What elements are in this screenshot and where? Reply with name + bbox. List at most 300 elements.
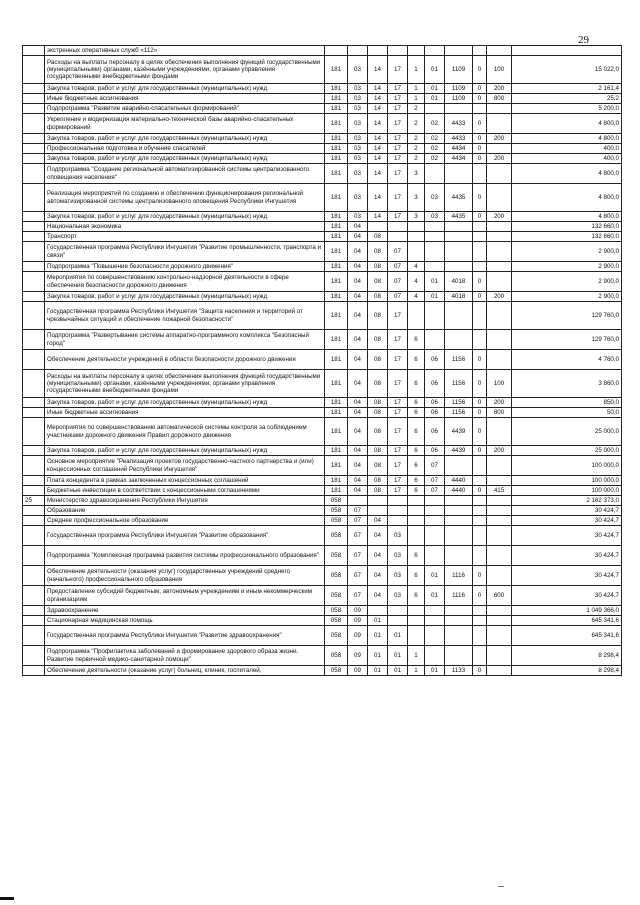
amount-cell: 645 341,6: [512, 616, 622, 626]
reserve-code-cell: 0: [473, 586, 487, 606]
section-code-cell: 07: [348, 526, 368, 546]
event-code-cell: [425, 646, 445, 666]
section-code-cell: 03: [348, 144, 368, 154]
ministry-code-cell: 181: [325, 292, 348, 302]
program-code-cell: [388, 222, 408, 232]
row-name-cell: Подпрограмма "Создание региональной автоматизированной системы централизованного оповещения населения": [45, 164, 325, 184]
row-name-cell: Реализация мероприятий по созданию и обеспечению функционирования региональной автоматизированной системы централизованного оповещения Республики Ингушетия: [45, 184, 325, 212]
subprogram-code-cell: 1: [408, 666, 425, 676]
ministry-code-cell: 058: [325, 496, 348, 506]
section-code-cell: 04: [348, 456, 368, 476]
section-code-cell: 07: [348, 566, 368, 586]
expense-type-code-cell: [487, 104, 512, 114]
row-index-cell: [23, 272, 45, 292]
subsection-code-cell: [368, 46, 388, 56]
direction-code-cell: 4434: [445, 154, 473, 164]
row-name-cell: Плата концедента в рамках заключенных концессионных соглашений: [45, 476, 325, 486]
expense-type-code-cell: [487, 456, 512, 476]
direction-code-cell: [445, 46, 473, 56]
event-code-cell: 02: [425, 134, 445, 144]
row-name-cell: Бюджетные инвестиции в соответствии с концессионными соглашениями: [45, 486, 325, 496]
section-code-cell: 04: [348, 486, 368, 496]
expense-type-code-cell: [487, 606, 512, 616]
program-code-cell: [388, 46, 408, 56]
row-index-cell: [23, 566, 45, 586]
ministry-code-cell: 181: [325, 144, 348, 154]
reserve-code-cell: 0: [473, 94, 487, 104]
subprogram-code-cell: 3: [408, 212, 425, 222]
subsection-code-cell: 08: [368, 350, 388, 370]
subsection-code-cell: 04: [368, 546, 388, 566]
table-row: [23, 222, 622, 232]
subprogram-code-cell: 6: [408, 486, 425, 496]
program-code-cell: 17: [388, 104, 408, 114]
row-index-cell: [23, 134, 45, 144]
ministry-code-cell: 181: [325, 456, 348, 476]
section-code-cell: 04: [348, 242, 368, 262]
row-index-cell: [23, 46, 45, 56]
program-code-cell: 17: [388, 164, 408, 184]
section-code-cell: 03: [348, 212, 368, 222]
subsection-code-cell: [368, 606, 388, 616]
ministry-code-cell: 181: [325, 154, 348, 164]
subprogram-code-cell: 6: [408, 546, 425, 566]
reserve-code-cell: 0: [473, 446, 487, 456]
direction-code-cell: [445, 546, 473, 566]
section-code-cell: 04: [348, 330, 368, 350]
row-index-cell: [23, 606, 45, 616]
expense-type-code-cell: [487, 506, 512, 516]
ministry-code-cell: 181: [325, 370, 348, 398]
reserve-code-cell: 0: [473, 370, 487, 398]
row-name-cell: Закупка товаров, работ и услуг для государственных (муниципальных) нужд: [45, 446, 325, 456]
subsection-code-cell: 08: [368, 330, 388, 350]
row-index-cell: [23, 408, 45, 418]
direction-code-cell: 4435: [445, 212, 473, 222]
reserve-code-cell: 0: [473, 486, 487, 496]
table-row: [23, 646, 622, 666]
reserve-code-cell: [473, 496, 487, 506]
row-name-cell: Расходы на выплаты персоналу в целях обеспечения выполнения функций государственными (муниципальными) органами, казёнными учреждениями, органами управления государственными внебюджетными фондами: [45, 370, 325, 398]
row-name-cell: Среднее профессиональное образование: [45, 516, 325, 526]
event-code-cell: 01: [425, 586, 445, 606]
row-index-cell: [23, 486, 45, 496]
row-name-cell: Обеспечение деятельности (оказания услуг) государственных учреждений среднего (начального) профессионального образования: [45, 566, 325, 586]
program-code-cell: 17: [388, 408, 408, 418]
table-row: [23, 616, 622, 626]
row-name-cell: Государственная программа Республики Ингушетия "Развитие образования": [45, 526, 325, 546]
amount-cell: 645 341,6: [512, 626, 622, 646]
ministry-code-cell: [325, 46, 348, 56]
expense-type-code-cell: [487, 418, 512, 446]
expense-type-code-cell: [487, 546, 512, 566]
reserve-code-cell: [473, 606, 487, 616]
reserve-code-cell: 0: [473, 154, 487, 164]
amount-cell: 30 424,7: [512, 526, 622, 546]
event-code-cell: 01: [425, 272, 445, 292]
expense-type-code-cell: 100: [487, 56, 512, 84]
expense-type-code-cell: 415: [487, 486, 512, 496]
reserve-code-cell: [473, 616, 487, 626]
section-code-cell: 07: [348, 506, 368, 516]
row-name-cell: Подпрограмма "Повышение безопасности дорожного движения": [45, 262, 325, 272]
program-code-cell: 17: [388, 184, 408, 212]
reserve-code-cell: [473, 232, 487, 242]
section-code-cell: 03: [348, 134, 368, 144]
row-name-cell: Мероприятия по совершенствованию контрольно-надзорной деятельности в сфере обеспечения безопасности дорожного движения: [45, 272, 325, 292]
program-code-cell: 17: [388, 114, 408, 134]
table-row: [23, 56, 622, 84]
subsection-code-cell: 08: [368, 262, 388, 272]
direction-code-cell: [445, 516, 473, 526]
table-row: [23, 418, 622, 446]
scan-mark-small: [498, 886, 504, 887]
reserve-code-cell: 0: [473, 398, 487, 408]
program-code-cell: 17: [388, 94, 408, 104]
expense-type-code-cell: [487, 330, 512, 350]
program-code-cell: 17: [388, 486, 408, 496]
subprogram-code-cell: 2: [408, 144, 425, 154]
program-code-cell: 17: [388, 330, 408, 350]
ministry-code-cell: 058: [325, 506, 348, 516]
row-name-cell: Подпрограмма "Развитие аварийно-спасательных формирований": [45, 104, 325, 114]
section-code-cell: 03: [348, 154, 368, 164]
row-name-cell: Закупка товаров, работ и услуг для государственных (муниципальных) нужд: [45, 398, 325, 408]
amount-cell: 2 900,0: [512, 292, 622, 302]
ministry-code-cell: 058: [325, 606, 348, 616]
ministry-code-cell: 181: [325, 408, 348, 418]
program-code-cell: [388, 516, 408, 526]
direction-code-cell: 4440: [445, 476, 473, 486]
row-name-cell: Подпрограмма "Развертывание системы аппаратно-программного комплекса "Безопасный город": [45, 330, 325, 350]
ministry-code-cell: 058: [325, 546, 348, 566]
direction-code-cell: [445, 222, 473, 232]
ministry-code-cell: 181: [325, 486, 348, 496]
amount-cell: 4 800,0: [512, 114, 622, 134]
subsection-code-cell: 01: [368, 616, 388, 626]
direction-code-cell: 4433: [445, 114, 473, 134]
table-row: [23, 134, 622, 144]
expense-type-code-cell: 200: [487, 292, 512, 302]
subprogram-code-cell: 6: [408, 398, 425, 408]
amount-cell: 2 900,0: [512, 262, 622, 272]
row-index-cell: [23, 212, 45, 222]
section-code-cell: 04: [348, 232, 368, 242]
section-code-cell: 04: [348, 350, 368, 370]
program-code-cell: 17: [388, 56, 408, 84]
amount-cell: 4 760,0: [512, 350, 622, 370]
subsection-code-cell: 04: [368, 566, 388, 586]
ministry-code-cell: 181: [325, 476, 348, 486]
event-code-cell: [425, 164, 445, 184]
program-code-cell: [388, 496, 408, 506]
subprogram-code-cell: 6: [408, 418, 425, 446]
reserve-code-cell: 0: [473, 84, 487, 94]
event-code-cell: 02: [425, 144, 445, 154]
amount-cell: 100 000,0: [512, 486, 622, 496]
ministry-code-cell: 181: [325, 212, 348, 222]
subsection-code-cell: 14: [368, 144, 388, 154]
section-code-cell: 04: [348, 418, 368, 446]
direction-code-cell: [445, 646, 473, 666]
section-code-cell: [348, 46, 368, 56]
program-code-cell: 03: [388, 566, 408, 586]
direction-code-cell: 1156: [445, 350, 473, 370]
row-name-cell: Закупка товаров, работ и услуг для государственных (муниципальных) нужд: [45, 212, 325, 222]
event-code-cell: 01: [425, 84, 445, 94]
table-row: [23, 242, 622, 262]
event-code-cell: 02: [425, 114, 445, 134]
amount-cell: 850,0: [512, 398, 622, 408]
event-code-cell: 07: [425, 456, 445, 476]
ministry-code-cell: 181: [325, 94, 348, 104]
row-index-cell: [23, 626, 45, 646]
table-row: [23, 350, 622, 370]
reserve-code-cell: [473, 546, 487, 566]
page-number: 29: [578, 34, 589, 46]
program-code-cell: 07: [388, 292, 408, 302]
row-name-cell: Транспорт: [45, 232, 325, 242]
direction-code-cell: 4433: [445, 134, 473, 144]
row-index-cell: [23, 456, 45, 476]
subprogram-code-cell: 6: [408, 456, 425, 476]
table-row: [23, 272, 622, 292]
direction-code-cell: [445, 606, 473, 616]
amount-cell: 100 000,0: [512, 476, 622, 486]
direction-code-cell: [445, 232, 473, 242]
ministry-code-cell: 181: [325, 330, 348, 350]
event-code-cell: [425, 232, 445, 242]
reserve-code-cell: [473, 330, 487, 350]
ministry-code-cell: 181: [325, 104, 348, 114]
row-index-cell: [23, 94, 45, 104]
section-code-cell: [348, 496, 368, 506]
event-code-cell: [425, 302, 445, 330]
row-name-cell: Государственная программа Республики Ингушетия "Развитие промышленности, транспорта и связи": [45, 242, 325, 262]
table-row: [23, 496, 622, 506]
row-index-cell: [23, 330, 45, 350]
subprogram-code-cell: [408, 526, 425, 546]
event-code-cell: [425, 104, 445, 114]
event-code-cell: 01: [425, 566, 445, 586]
program-code-cell: 03: [388, 546, 408, 566]
event-code-cell: [425, 46, 445, 56]
reserve-code-cell: [473, 646, 487, 666]
event-code-cell: 03: [425, 184, 445, 212]
expense-type-code-cell: [487, 164, 512, 184]
program-code-cell: 03: [388, 586, 408, 606]
subprogram-code-cell: 1: [408, 94, 425, 104]
reserve-code-cell: 0: [473, 666, 487, 676]
program-code-cell: 17: [388, 134, 408, 144]
amount-cell: 2 161,4: [512, 84, 622, 94]
direction-code-cell: 1156: [445, 398, 473, 408]
direction-code-cell: 1156: [445, 408, 473, 418]
program-code-cell: 07: [388, 272, 408, 292]
reserve-code-cell: [473, 262, 487, 272]
amount-cell: 25 000,0: [512, 418, 622, 446]
reserve-code-cell: 0: [473, 272, 487, 292]
section-code-cell: 07: [348, 586, 368, 606]
row-index-cell: [23, 616, 45, 626]
ministry-code-cell: 181: [325, 272, 348, 292]
subprogram-code-cell: 6: [408, 370, 425, 398]
row-index-cell: [23, 144, 45, 154]
section-code-cell: 04: [348, 476, 368, 486]
table-row: [23, 46, 622, 56]
budget-table: [22, 45, 622, 676]
table-row: [23, 212, 622, 222]
row-name-cell: Обеспечение деятельности (оказание услуг) больниц, клиник, госпиталей,: [45, 666, 325, 676]
amount-cell: 15 022,0: [512, 56, 622, 84]
expense-type-code-cell: [487, 232, 512, 242]
reserve-code-cell: [473, 242, 487, 262]
ministry-code-cell: 181: [325, 84, 348, 94]
subprogram-code-cell: 6: [408, 330, 425, 350]
subprogram-code-cell: [408, 242, 425, 262]
subsection-code-cell: 14: [368, 114, 388, 134]
amount-cell: 100 000,0: [512, 456, 622, 476]
subprogram-code-cell: 3: [408, 164, 425, 184]
reserve-code-cell: 0: [473, 114, 487, 134]
subprogram-code-cell: 6: [408, 350, 425, 370]
reserve-code-cell: 0: [473, 56, 487, 84]
subsection-code-cell: 14: [368, 104, 388, 114]
ministry-code-cell: 181: [325, 242, 348, 262]
row-index-cell: [23, 292, 45, 302]
expense-type-code-cell: 200: [487, 398, 512, 408]
expense-type-code-cell: [487, 242, 512, 262]
row-name-cell: Стационарная медицинская помощь: [45, 616, 325, 626]
subprogram-code-cell: 6: [408, 476, 425, 486]
amount-cell: 129 760,0: [512, 302, 622, 330]
expense-type-code-cell: [487, 114, 512, 134]
table-row: [23, 262, 622, 272]
subprogram-code-cell: 6: [408, 566, 425, 586]
row-index-cell: [23, 666, 45, 676]
table-row: [23, 446, 622, 456]
table-row: [23, 586, 622, 606]
program-code-cell: [388, 506, 408, 516]
reserve-code-cell: 0: [473, 418, 487, 446]
expense-type-code-cell: [487, 302, 512, 330]
program-code-cell: 01: [388, 646, 408, 666]
row-index-cell: [23, 114, 45, 134]
direction-code-cell: 1109: [445, 56, 473, 84]
amount-cell: 4 800,0: [512, 164, 622, 184]
row-index-cell: [23, 262, 45, 272]
direction-code-cell: [445, 164, 473, 184]
subsection-code-cell: 14: [368, 134, 388, 144]
row-index-cell: [23, 526, 45, 546]
ministry-code-cell: 058: [325, 566, 348, 586]
direction-code-cell: [445, 242, 473, 262]
subsection-code-cell: 08: [368, 242, 388, 262]
reserve-code-cell: [473, 526, 487, 546]
subsection-code-cell: 08: [368, 398, 388, 408]
direction-code-cell: 1109: [445, 84, 473, 94]
row-index-cell: [23, 104, 45, 114]
program-code-cell: 17: [388, 350, 408, 370]
row-index-cell: [23, 84, 45, 94]
direction-code-cell: [445, 456, 473, 476]
subsection-code-cell: 04: [368, 526, 388, 546]
row-index-cell: [23, 476, 45, 486]
expense-type-code-cell: [487, 616, 512, 626]
subprogram-code-cell: [408, 46, 425, 56]
amount-cell: 30 424,7: [512, 516, 622, 526]
scan-mark: [0, 897, 14, 900]
reserve-code-cell: 0: [473, 184, 487, 212]
ministry-code-cell: 181: [325, 350, 348, 370]
ministry-code-cell: 181: [325, 222, 348, 232]
amount-cell: 132 660,0: [512, 222, 622, 232]
amount-cell: 8 298,4: [512, 646, 622, 666]
section-code-cell: 07: [348, 546, 368, 566]
event-code-cell: 01: [425, 292, 445, 302]
table-row: [23, 456, 622, 476]
ministry-code-cell: 181: [325, 114, 348, 134]
row-name-cell: Основное мероприятие "Реализация проектов государственно-частного партнерства и (или) концессионных соглашений Республики Ингушетия": [45, 456, 325, 476]
program-code-cell: 01: [388, 666, 408, 676]
amount-cell: 4 800,0: [512, 184, 622, 212]
event-code-cell: [425, 546, 445, 566]
row-name-cell: экстренных оперативных служб «112»: [45, 46, 325, 56]
event-code-cell: 06: [425, 398, 445, 408]
direction-code-cell: 4435: [445, 184, 473, 212]
expense-type-code-cell: [487, 516, 512, 526]
direction-code-cell: 4018: [445, 272, 473, 292]
section-code-cell: 09: [348, 626, 368, 646]
reserve-code-cell: [473, 626, 487, 646]
expense-type-code-cell: [487, 496, 512, 506]
amount-cell: 132 660,0: [512, 232, 622, 242]
subprogram-code-cell: [408, 232, 425, 242]
subsection-code-cell: 04: [368, 516, 388, 526]
section-code-cell: 04: [348, 292, 368, 302]
reserve-code-cell: 0: [473, 408, 487, 418]
section-code-cell: 09: [348, 666, 368, 676]
subprogram-code-cell: [408, 616, 425, 626]
subprogram-code-cell: 3: [408, 184, 425, 212]
expense-type-code-cell: 200: [487, 84, 512, 94]
subsection-code-cell: [368, 222, 388, 232]
subprogram-code-cell: 1: [408, 56, 425, 84]
expense-type-code-cell: [487, 272, 512, 292]
amount-cell: 30 424,7: [512, 586, 622, 606]
subprogram-code-cell: 6: [408, 586, 425, 606]
event-code-cell: 03: [425, 212, 445, 222]
amount-cell: 8 298,4: [512, 666, 622, 676]
program-code-cell: [388, 616, 408, 626]
program-code-cell: 17: [388, 398, 408, 408]
row-name-cell: Подпрограмма "Профилактика заболеваний и формирование здорового образа жизни. Развитие первичной медико-санитарной помощи": [45, 646, 325, 666]
subprogram-code-cell: [408, 506, 425, 516]
direction-code-cell: 4439: [445, 446, 473, 456]
expense-type-code-cell: [487, 222, 512, 232]
row-index-cell: [23, 446, 45, 456]
row-name-cell: Предоставление субсидий бюджетным, автономным учреждениям и иным некоммерческим организациям: [45, 586, 325, 606]
row-index-cell: [23, 506, 45, 516]
expense-type-code-cell: 100: [487, 370, 512, 398]
amount-cell: 25,2: [512, 94, 622, 104]
event-code-cell: 07: [425, 476, 445, 486]
row-index-cell: [23, 242, 45, 262]
table-row: [23, 486, 622, 496]
reserve-code-cell: [473, 456, 487, 476]
event-code-cell: 06: [425, 370, 445, 398]
table-row: [23, 104, 622, 114]
